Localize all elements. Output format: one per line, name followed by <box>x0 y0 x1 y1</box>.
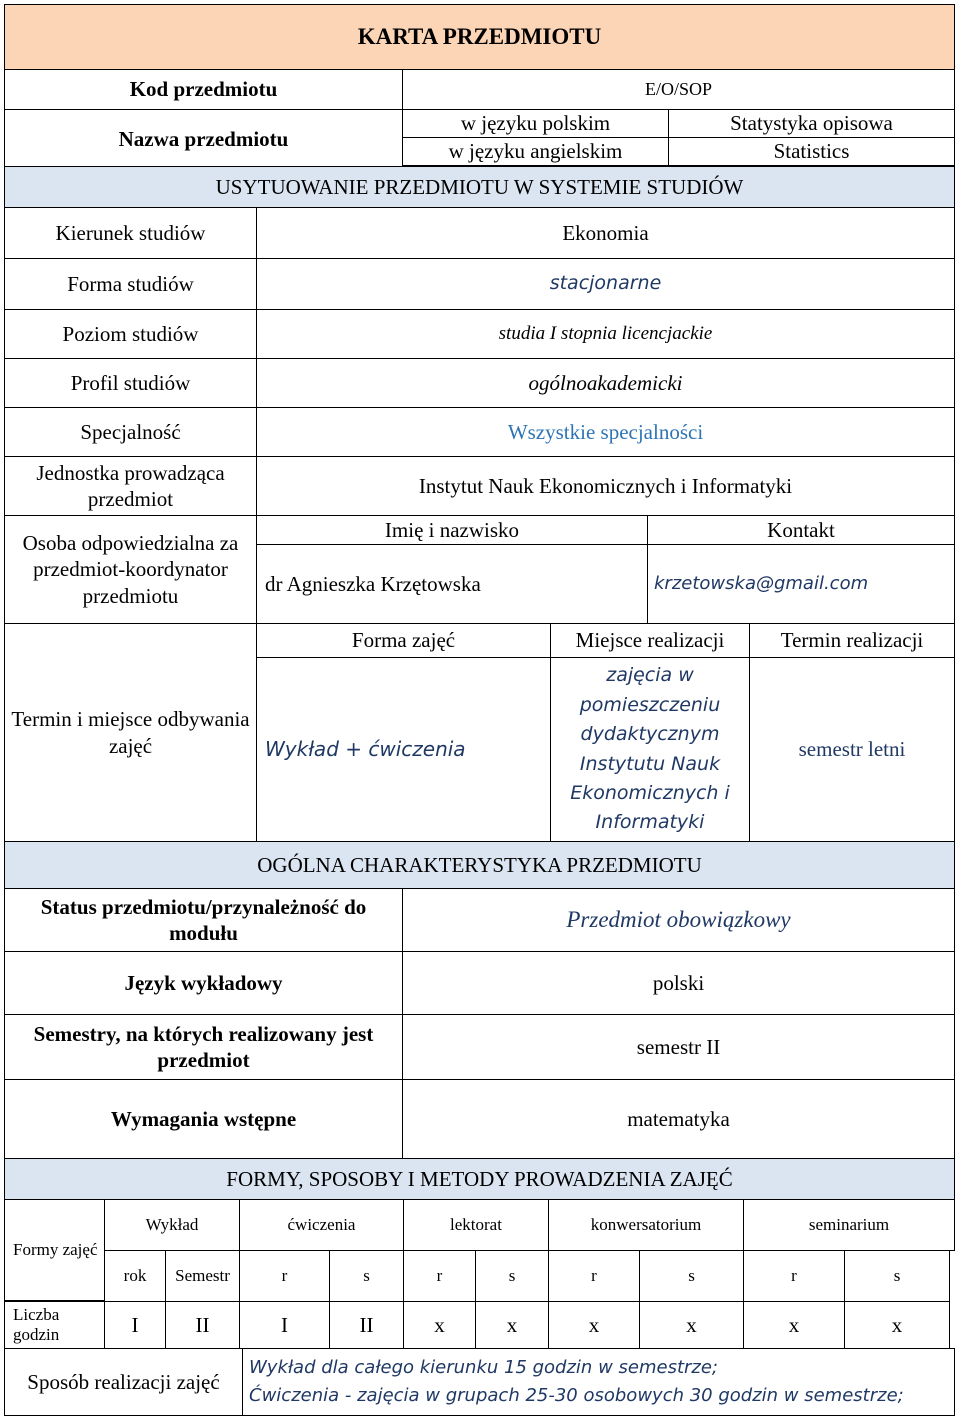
kierunek-value: Ekonomia <box>256 207 955 259</box>
coordinator-name-header: Imię i nazwisko <box>256 515 648 545</box>
schedule-term: semestr letni <box>749 657 955 842</box>
method-label: Sposób realizacji zajęć <box>4 1348 243 1416</box>
semestry-value: semestr II <box>402 1014 955 1080</box>
page-title: KARTA PRZEDMIOTU <box>4 4 955 70</box>
course-code-value: E/O/SOP <box>402 69 955 110</box>
forma-label: Forma studiów <box>4 258 257 310</box>
hours-cell: I <box>104 1301 166 1349</box>
forms-label: Formy zajęć <box>4 1199 105 1301</box>
form-type-lektorat: lektorat <box>403 1199 549 1251</box>
forma-value: stacjonarne <box>256 258 955 310</box>
schedule-place: zajęcia w pomieszczeniu dydaktycznym Instytutu Nauk Ekonomicznych i Informatyki <box>550 657 750 842</box>
status-label: Status przedmiotu/przynależność do modułu <box>4 888 403 952</box>
forms-subheader: r <box>743 1250 845 1302</box>
forms-subheader: r <box>239 1250 330 1302</box>
schedule-form-header: Forma zajęć <box>256 623 551 658</box>
coordinator-label: Osoba odpowiedzialna za przedmiot-koordynator przedmiotu <box>4 515 257 624</box>
specjalnosc-label: Specjalność <box>4 407 257 457</box>
coordinator-contact: krzetowska@gmail.com <box>647 544 955 624</box>
schedule-label: Termin i miejsce odbywania zajęć <box>4 623 257 842</box>
course-name-pl-label: w języku polskim <box>402 109 669 138</box>
forms-subheader: s <box>844 1250 950 1302</box>
method-line-2: Ćwiczenia - zajęcia w grupach 25-30 osobowych 30 godzin w semestrze; <box>249 1385 904 1406</box>
wymagania-value: matematyka <box>402 1079 955 1159</box>
status-value: Przedmiot obowiązkowy <box>402 888 955 952</box>
schedule-place-header: Miejsce realizacji <box>550 623 750 658</box>
form-type-cwiczenia: ćwiczenia <box>239 1199 404 1251</box>
hours-cell: x <box>475 1301 549 1349</box>
hours-cell: x <box>639 1301 744 1349</box>
course-name-en-value: Statistics <box>668 137 955 166</box>
course-name-label: Nazwa przedmiotu <box>4 109 403 169</box>
forms-subheader: s <box>329 1250 404 1302</box>
jezyk-label: Język wykładowy <box>4 951 403 1015</box>
section-placement: USYTUOWANIE PRZEDMIOTU W SYSTEMIE STUDIÓW <box>4 166 955 208</box>
poziom-label: Poziom studiów <box>4 309 257 359</box>
schedule-term-header: Termin realizacji <box>749 623 955 658</box>
course-name-en-label: w języku angielskim <box>402 137 669 166</box>
forms-subheader: Semestr <box>165 1250 240 1302</box>
hours-cell: II <box>165 1301 240 1349</box>
hours-label: Liczba godzin <box>4 1301 105 1349</box>
profil-value: ogólnoakademicki <box>256 358 955 408</box>
poziom-value: studia I stopnia licencjackie <box>256 309 955 359</box>
forms-subheader: s <box>475 1250 549 1302</box>
hours-cell: x <box>743 1301 845 1349</box>
section-general: OGÓLNA CHARAKTERYSTYKA PRZEDMIOTU <box>4 841 955 889</box>
jednostka-label: Jednostka prowadząca przedmiot <box>4 456 257 516</box>
hours-cell: x <box>548 1301 640 1349</box>
section-methods: FORMY, SPOSOBY I METODY PROWADZENIA ZAJĘĆ <box>4 1158 955 1200</box>
kierunek-label: Kierunek studiów <box>4 207 257 259</box>
schedule-form: Wykład + ćwiczenia <box>256 657 551 842</box>
hours-cell: x <box>403 1301 476 1349</box>
form-type-wyklad: Wykład <box>104 1199 240 1251</box>
form-type-seminarium: seminarium <box>743 1199 955 1251</box>
hours-cell: II <box>329 1301 404 1349</box>
hours-cell: x <box>844 1301 950 1349</box>
course-code-label: Kod przedmiotu <box>4 69 403 110</box>
specjalnosc-value: Wszystkie specjalności <box>256 407 955 457</box>
form-type-konwersatorium: konwersatorium <box>548 1199 744 1251</box>
method-value <box>242 1348 955 1416</box>
forms-subheader: r <box>403 1250 476 1302</box>
forms-subheader: rok <box>104 1250 166 1302</box>
wymagania-label: Wymagania wstępne <box>4 1079 403 1159</box>
forms-subheader: r <box>548 1250 640 1302</box>
jednostka-value: Instytut Nauk Ekonomicznych i Informatyki <box>256 456 955 516</box>
forms-subheader: s <box>639 1250 744 1302</box>
jezyk-value: polski <box>402 951 955 1015</box>
semestry-label: Semestry, na których realizowany jest przedmiot <box>4 1014 403 1080</box>
method-line-1: Wykład dla całego kierunku 15 godzin w semestrze; <box>249 1357 718 1379</box>
profil-label: Profil studiów <box>4 358 257 408</box>
coordinator-name: dr Agnieszka Krzętowska <box>256 544 648 624</box>
hours-cell: I <box>239 1301 330 1349</box>
course-name-pl-value: Statystyka opisowa <box>668 109 955 138</box>
coordinator-contact-header: Kontakt <box>647 515 955 545</box>
